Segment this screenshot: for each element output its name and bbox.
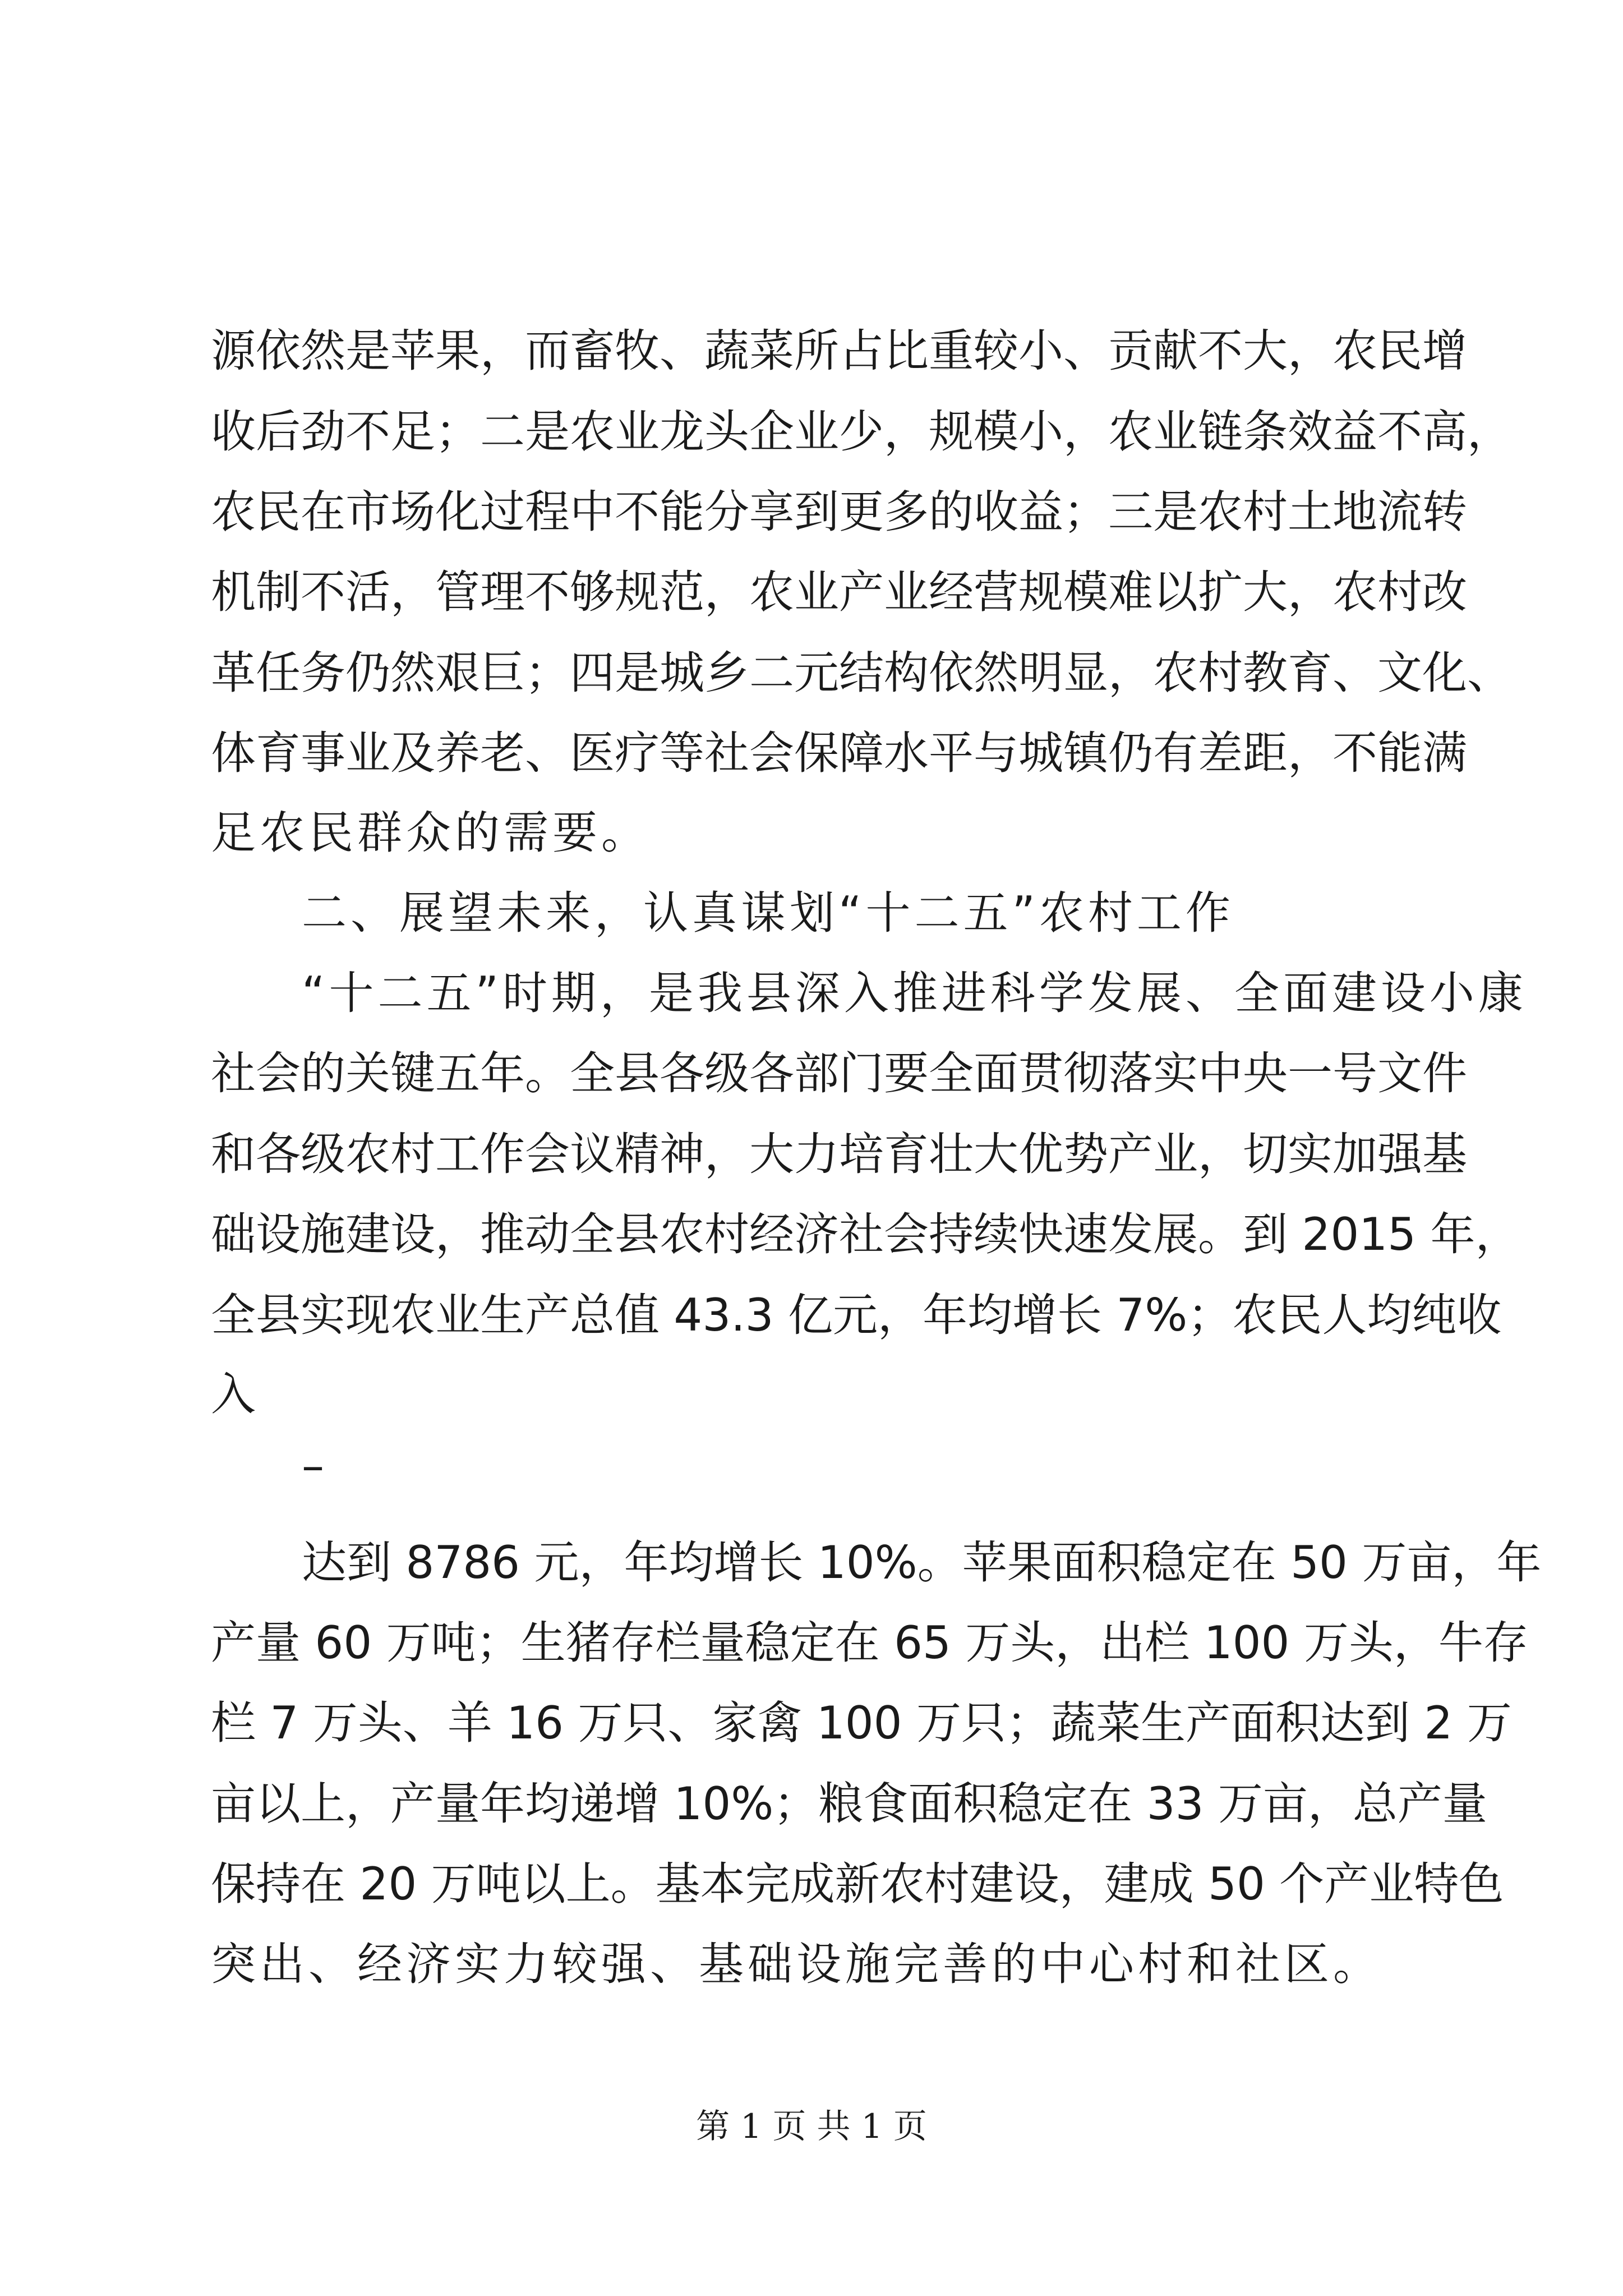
body-text-line: 和各级农村工作会议精神，大力培育壮大优势产业，切实加强基 [211, 1128, 1467, 1180]
page-footer: 第 1 页 共 1 页 [696, 2107, 927, 2146]
body-text-line: 达到 8786 元，年均增长 10%。苹果面积稳定在 50 万亩，年 [302, 1536, 1542, 1589]
body-text-line: 社会的关键五年。全县各级各部门要全面贯彻落实中央一号文件 [211, 1047, 1467, 1099]
body-text-line: 收后劲不足；二是农业龙头企业少，规模小，农业链条效益不高， [211, 406, 1512, 458]
body-text-line: 栏 7 万头、羊 16 万只、家禽 100 万只；蔬菜生产面积达到 2 万 [211, 1697, 1512, 1749]
body-text-line: 农民在市场化过程中不能分享到更多的收益；三是农村土地流转 [211, 486, 1467, 538]
body-text-line: 保持在 20 万吨以上。基本完成新农村建设，建成 50 个产业特色 [211, 1858, 1504, 1910]
body-text-line: 础设施建设，推动全县农村经济社会持续快速发展。到 2015 年， [211, 1208, 1520, 1260]
body-text-line: 亩以上，产量年均递增 10%；粮食面积稳定在 33 万亩，总产量 [211, 1778, 1487, 1830]
body-text-line: 产量 60 万吨；生猪存栏量稳定在 65 万头，出栏 100 万头，牛存 [211, 1617, 1528, 1669]
body-text-line: 源依然是苹果，而畜牧、蔬菜所占比重较小、贡献不大，农民增 [211, 325, 1467, 377]
body-text-line: 革任务仍然艰巨；四是城乡二元结构依然明显，农村教育、文化、 [211, 647, 1512, 699]
body-text-line: 足农民群众的需要。 [211, 807, 650, 859]
section-heading: 二、展望未来，认真谋划“十二五”农村工作 [302, 887, 1234, 939]
body-text-line: 全县实现农业生产总值 43.3 亿元，年均增长 7%；农民人均纯收 [211, 1289, 1502, 1341]
body-text-line: 入 [211, 1368, 260, 1420]
body-text-line: 突出、经济实力较强、基础设施完善的中心村和社区。 [211, 1938, 1382, 1990]
body-text-line: “十二五”时期，是我县深入推进科学发展、全面建设小康 [302, 967, 1527, 1019]
page-break-dash: – [302, 1439, 324, 1492]
body-text-line: 体育事业及养老、医疗等社会保障水平与城镇仍有差距，不能满 [211, 727, 1467, 779]
body-text-line: 机制不活，管理不够规范，农业产业经营规模难以扩大，农村改 [211, 566, 1467, 618]
